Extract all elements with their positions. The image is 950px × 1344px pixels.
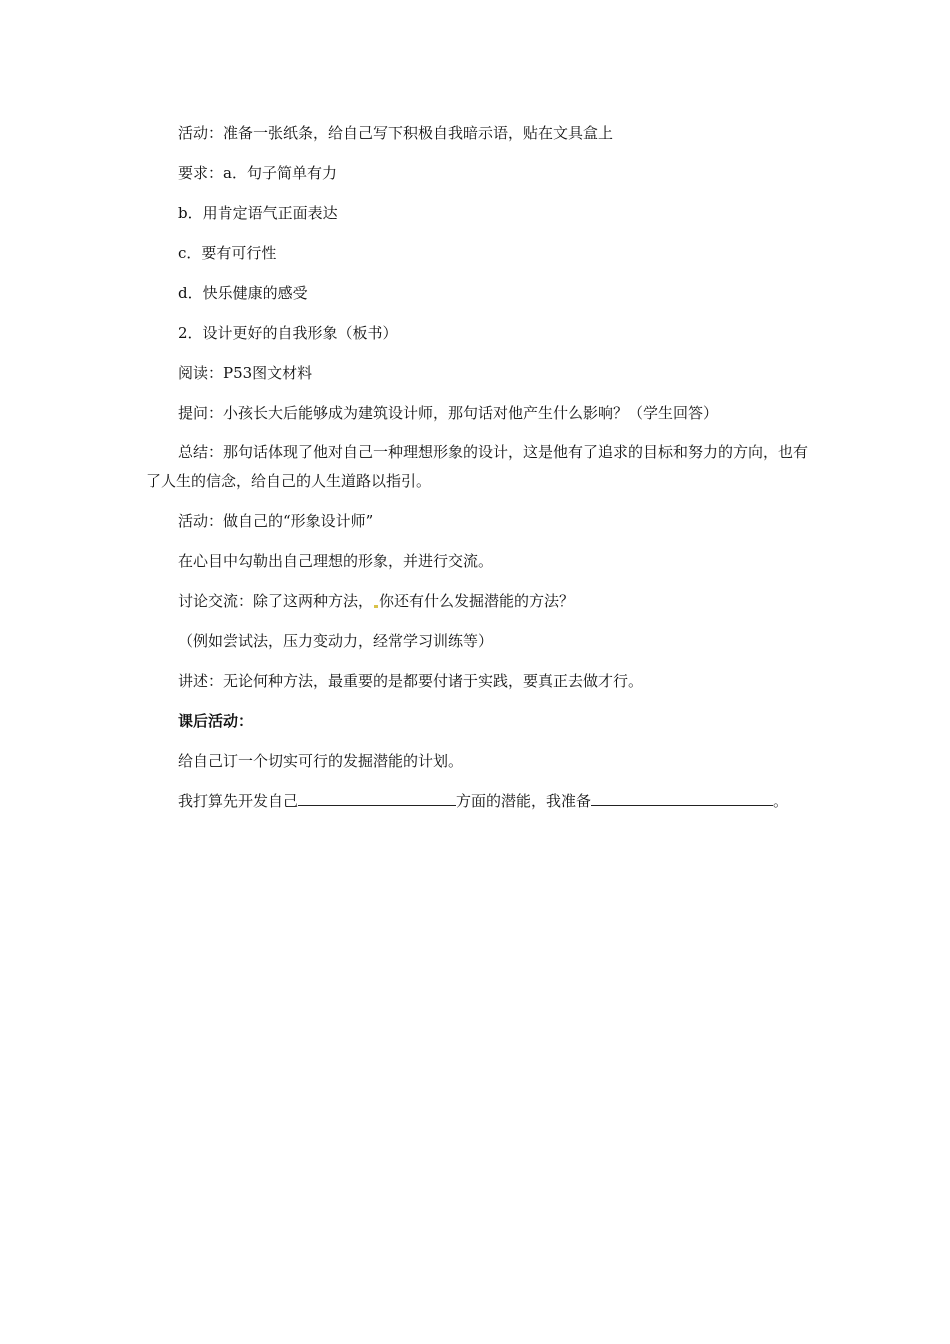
- paragraph-reading: 阅读：P53图文材料: [178, 364, 313, 382]
- blank-plan-field[interactable]: [591, 789, 773, 806]
- blank-area-field[interactable]: [298, 789, 456, 806]
- paragraph-requirement-d: d．快乐健康的感受: [178, 284, 308, 302]
- discussion-prefix: 讨论交流：除了这两种方法，: [178, 592, 374, 610]
- section-heading-self-image: 2．设计更好的自我形象（板书）: [178, 324, 398, 342]
- paragraph-requirement-c: c．要有可行性: [178, 244, 277, 262]
- paragraph-narration: 讲述：无论何种方法，最重要的是都要付诸于实践，要真正去做才行。: [178, 672, 644, 690]
- document-body: [146, 118, 816, 816]
- paragraph-activity-note: 活动：准备一张纸条，给自己写下积极自我暗示语，贴在文具盒上: [178, 124, 614, 142]
- heading-after-class-activity: 课后活动：: [178, 712, 254, 730]
- fill-part-3: 。: [773, 792, 789, 810]
- paragraph-outline-image: 在心目中勾勒出自己理想的形象，并进行交流。: [178, 552, 494, 570]
- paragraph-examples: （例如尝试法，压力变动力，经常学习训练等）: [178, 632, 494, 650]
- paragraph-discussion: [146, 586, 816, 616]
- edit-mark: [374, 605, 378, 608]
- discussion-suffix: 你还有什么发掘潜能的方法？: [379, 592, 575, 610]
- fill-part-1: 我打算先开发自己: [178, 792, 299, 810]
- paragraph-requirement-a: 要求：a．句子简单有力: [178, 164, 337, 182]
- paragraph-summary: 总结：那句话体现了他对自己一种理想形象的设计，这是他有了追求的目标和努力的方向，也有了人生的信念，给自己的人生道路以指引。: [146, 443, 809, 490]
- paragraph-fill-in-plan: [146, 786, 816, 816]
- paragraph-question: 提问：小孩长大后能够成为建筑设计师，那句话对他产生什么影响？（学生回答）: [178, 404, 719, 422]
- paragraph-plan-intro: 给自己订一个切实可行的发掘潜能的计划。: [178, 752, 464, 770]
- fill-part-2: 方面的潜能，我准备: [456, 792, 592, 810]
- paragraph-requirement-b: b．用肯定语气正面表达: [178, 204, 338, 222]
- paragraph-activity-designer: 活动：做自己的“形象设计师”: [178, 512, 374, 530]
